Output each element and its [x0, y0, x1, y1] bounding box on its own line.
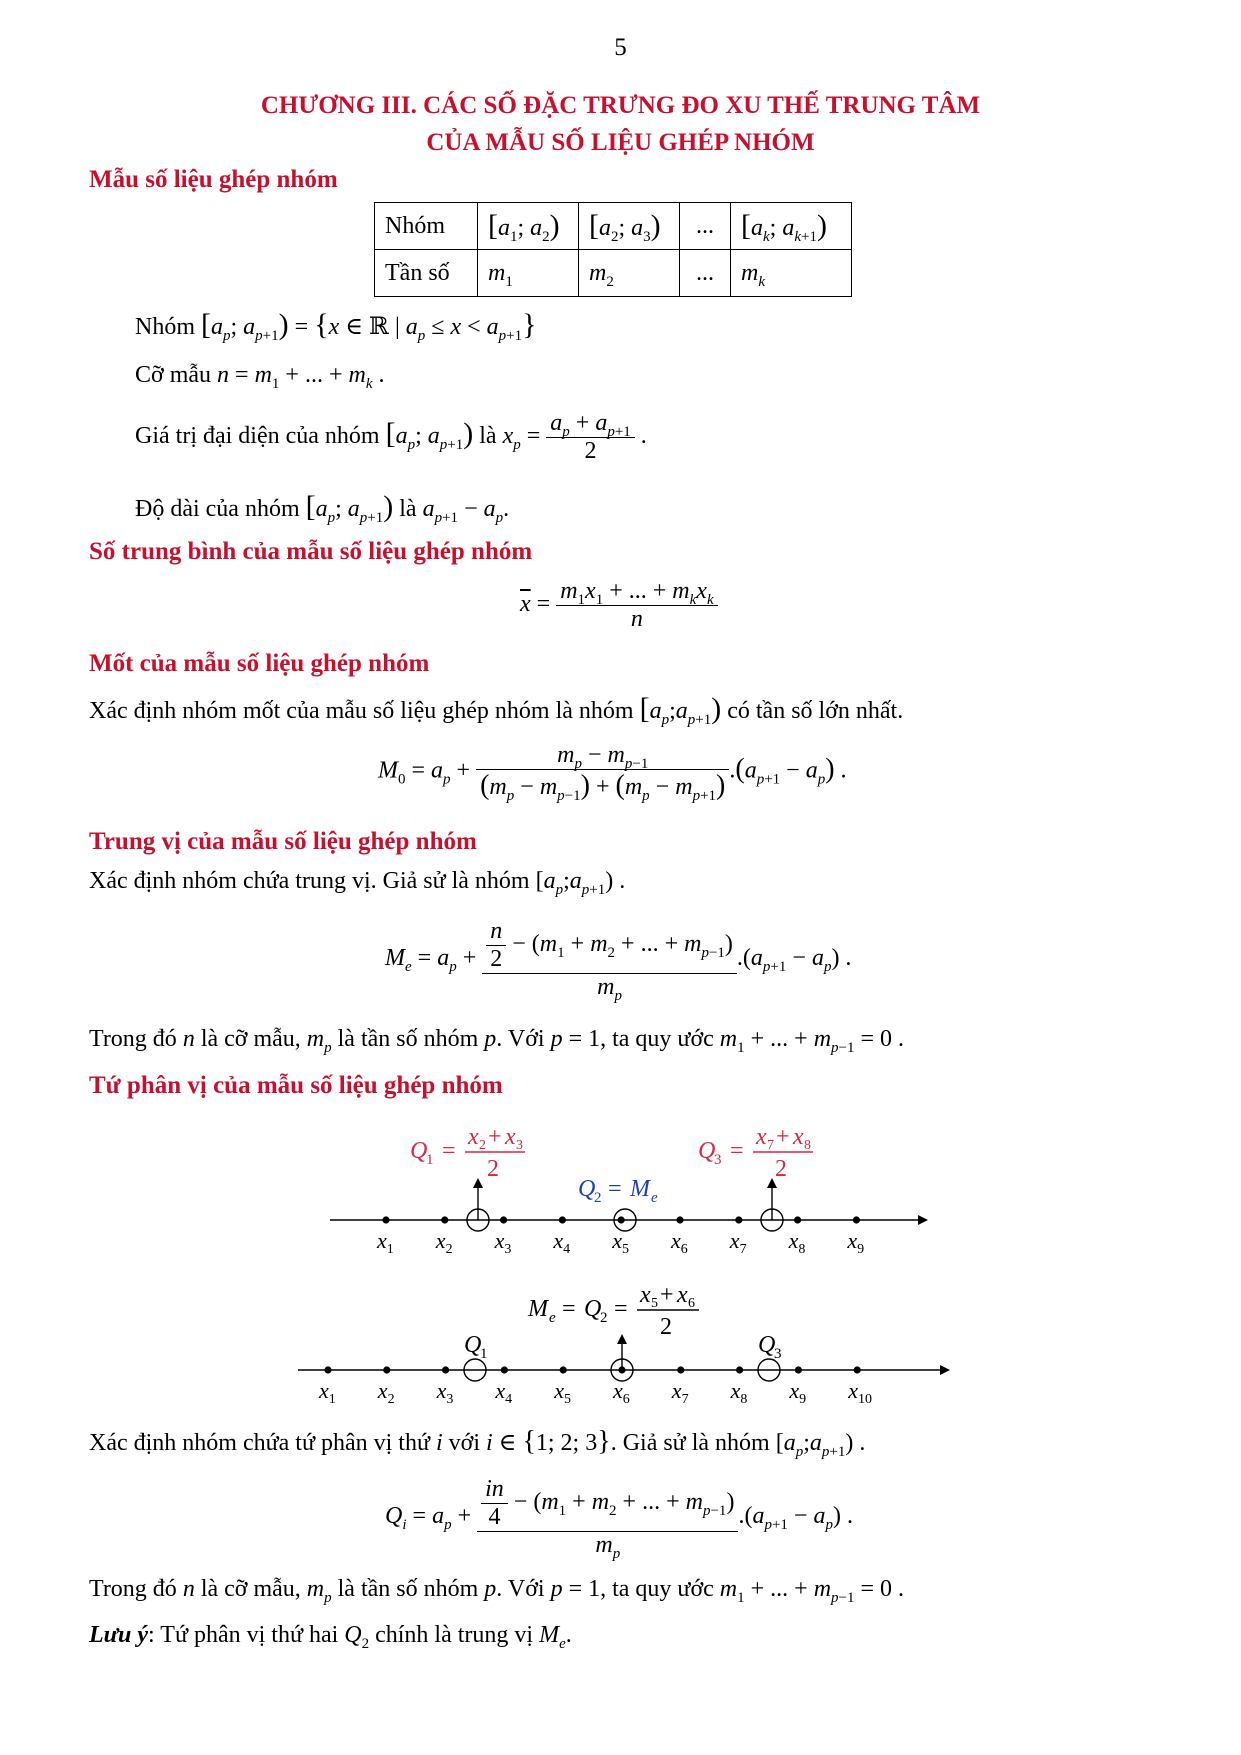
svg-text:2: 2: [660, 1314, 672, 1340]
mean-formula: $\overline{x}$ = $\frac{m_1x_1 + ... + m_kx_k}{n}$: [520, 578, 718, 633]
svg-text:1: 1: [480, 1346, 488, 1362]
chapter-title-line1: CHƯƠNG III. CÁC SỐ ĐẶC TRƯNG ĐO XU THẾ TRUNG TÂM: [260, 92, 981, 119]
svg-text:Q: Q: [584, 1296, 602, 1322]
data-point: [442, 1366, 449, 1373]
section-heading-quartiles: Tứ phân vị của mẫu số liệu ghép nhóm: [89, 1072, 503, 1099]
table-cell: [$a_1$; $a_2$): [478, 203, 579, 250]
table-cell: [$a_2$; $a_3$): [579, 203, 680, 250]
section-heading-mode: Mốt của mẫu số liệu ghép nhóm: [89, 650, 430, 677]
svg-text:Q: Q: [578, 1176, 596, 1202]
svg-text:M: M: [630, 1176, 650, 1202]
svg-text:2: 2: [479, 1138, 486, 1153]
svg-text:6: 6: [688, 1296, 695, 1311]
point-label: $x_2$: [377, 1378, 395, 1407]
data-point: [736, 1366, 743, 1373]
grouped-data-table: [374, 202, 852, 297]
svg-text:=: =: [730, 1138, 744, 1164]
table-cell: $m_1$: [478, 250, 579, 297]
mode-description: Xác định nhóm mốt của mẫu số liệu ghép nhóm là nhóm $[a_p;a_{p+1})$ có tần số lớn nhất.: [89, 692, 904, 728]
data-point: [735, 1216, 742, 1223]
point-label: $x_8$: [788, 1228, 806, 1257]
q2-label: [578, 1176, 658, 1206]
median-note: Trong đó n là cỡ mẫu, $m_p$ là tần số nhóm p. Với p = 1, ta quy ước $m_1$ + ... + $m_{p-1} = 0$ .: [89, 1026, 905, 1056]
svg-text:+: +: [660, 1282, 674, 1308]
data-point: [560, 1366, 567, 1373]
group-length: Độ dài của nhóm [$a_p$; $a_{p+1}$) là $a_{p+1} - a_p$.: [135, 490, 510, 526]
table-row: [375, 250, 852, 297]
svg-text:7: 7: [767, 1138, 774, 1153]
svg-text:Q: Q: [758, 1332, 776, 1358]
q2-median-label: [527, 1282, 699, 1340]
q3-label: [698, 1124, 813, 1182]
svg-text:Q: Q: [410, 1138, 428, 1164]
svg-text:2: 2: [775, 1156, 787, 1182]
point-label: $x_1$: [319, 1378, 336, 1407]
point-label: $x_5$: [554, 1378, 571, 1407]
point-label: $x_9$: [789, 1378, 807, 1407]
sample-size: Cỡ mẫu $n = m_1$ + ... + $m_k$ .: [135, 362, 385, 392]
svg-text:M: M: [528, 1296, 548, 1322]
svg-text:2: 2: [600, 1310, 608, 1326]
svg-text:+: +: [776, 1124, 790, 1150]
svg-text:3: 3: [774, 1346, 782, 1362]
table-cell: $m_2$: [579, 250, 680, 297]
svg-text:e: e: [651, 1190, 658, 1206]
svg-text:x: x: [793, 1124, 804, 1150]
svg-text:5: 5: [651, 1296, 658, 1311]
svg-text:=: =: [562, 1296, 576, 1322]
point-label: $x_3$: [436, 1378, 454, 1407]
quartile-description: Xác định nhóm chứa tứ phân vị thứ i với i ∈ {1; 2; 3}. Giả sử là nhóm $[a_p;a_{p+1})$ .: [89, 1426, 866, 1460]
data-point: [676, 1216, 683, 1223]
svg-text:=: =: [608, 1176, 622, 1202]
svg-text:+: +: [488, 1124, 502, 1150]
q3-marker: [761, 1178, 783, 1231]
svg-text:x: x: [468, 1124, 479, 1150]
svg-text:2: 2: [594, 1190, 602, 1206]
svg-text:x: x: [505, 1124, 516, 1150]
arrow-head-icon: [918, 1215, 928, 1225]
group-definition: Nhóm [$a_p$; $a_{p+1}) = \{x$ ∈ ℝ | $a_p \le x < a_{p+1}$}: [135, 308, 537, 344]
table-cell: $m_k$: [731, 250, 852, 297]
table-cell: ...: [680, 203, 731, 250]
quartile-formula: $Q_i = a_p$ + $\frac{in}{4}$ − ($m_1 + m_2$ + ... + $m_{p-1}$) $m_p$ $.(a_{p+1} - a_p)$ .: [385, 1476, 853, 1562]
data-point: [501, 1366, 508, 1373]
q1-label: [464, 1332, 488, 1362]
svg-text:3: 3: [516, 1138, 523, 1153]
chapter-title-line2: CỦA MẪU SỐ LIỆU GHÉP NHÓM: [426, 129, 815, 156]
table-row: [375, 203, 852, 250]
point-label: $x_3$: [494, 1228, 512, 1257]
data-point: [382, 1216, 389, 1223]
data-point: [677, 1366, 684, 1373]
point-label: $x_6$: [671, 1228, 688, 1257]
svg-text:=: =: [614, 1296, 628, 1322]
point-label: $x_8$: [730, 1378, 748, 1407]
table-cell: Nhóm: [375, 203, 478, 250]
data-point: [618, 1216, 625, 1223]
svg-text:8: 8: [804, 1138, 811, 1153]
data-point: [324, 1366, 331, 1373]
quartile-diagram-even: [290, 1276, 970, 1416]
point-label: $x_{10}$: [848, 1378, 872, 1407]
table-cell: Tần số: [375, 250, 478, 297]
quartile-note: Trong đó n là cỡ mẫu, $m_p$ là tần số nhóm p. Với p = 1, ta quy ước $m_1$ + ... + $m_{p-1} = 0$ .: [89, 1576, 905, 1606]
q2-marker: [611, 1334, 633, 1381]
svg-text:3: 3: [714, 1152, 722, 1168]
svg-text:x: x: [640, 1282, 651, 1308]
mode-formula: $M_0 = a_p$ + $\frac{m_p - m_{p-1}}{(m_p - m_{p-1}) + (m_p - m_{p+1})}$ $.(a_{p+1} - a_p)$ .: [378, 742, 847, 804]
point-label: $x_4$: [495, 1378, 513, 1407]
q1-label: [410, 1124, 525, 1182]
point-label: $x_2$: [435, 1228, 453, 1257]
point-label: $x_9$: [847, 1228, 865, 1257]
quartile-diagram-odd: [320, 1108, 940, 1258]
data-point: [500, 1216, 507, 1223]
section-heading-grouped-data: Mẫu số liệu ghép nhóm: [89, 166, 338, 193]
point-label: $x_1$: [377, 1228, 394, 1257]
data-point: [383, 1366, 390, 1373]
svg-text:Q: Q: [464, 1332, 482, 1358]
arrow-head-icon: [940, 1365, 950, 1375]
representative-value: Giá trị đại diện của nhóm [$a_p$; $a_{p+1}$) là $x_p$ = $\frac{a_p + a_{p+1}}{2}$ .: [135, 410, 647, 464]
data-point: [853, 1216, 860, 1223]
note-line: Lưu ý: Tứ phân vị thứ hai $Q_2$ chính là trung vị $M_e$.: [89, 1622, 572, 1652]
data-point: [795, 1366, 802, 1373]
table-cell: ...: [680, 250, 731, 297]
page-number: 5: [614, 34, 627, 61]
svg-text:1: 1: [426, 1152, 434, 1168]
q3-label: [758, 1332, 782, 1362]
svg-text:x: x: [756, 1124, 767, 1150]
data-point: [794, 1216, 801, 1223]
data-point: [441, 1216, 448, 1223]
section-heading-median: Trung vị của mẫu số liệu ghép nhóm: [89, 828, 477, 855]
q1-marker: [467, 1178, 489, 1231]
data-point: [854, 1366, 861, 1373]
svg-text:2: 2: [487, 1156, 499, 1182]
data-point: [559, 1216, 566, 1223]
table-cell: [$a_k$; $a_{k+1}$): [731, 203, 852, 250]
svg-text:=: =: [442, 1138, 456, 1164]
point-label: $x_5$: [612, 1228, 629, 1257]
section-heading-mean: Số trung bình của mẫu số liệu ghép nhóm: [89, 538, 533, 565]
svg-text:x: x: [677, 1282, 688, 1308]
point-label: $x_4$: [553, 1228, 571, 1257]
point-label: $x_7$: [729, 1228, 747, 1257]
point-label: $x_7$: [671, 1378, 689, 1407]
svg-text:Q: Q: [698, 1138, 716, 1164]
svg-text:e: e: [549, 1310, 556, 1326]
median-description: Xác định nhóm chứa trung vị. Giả sử là nhóm $[a_p;a_{p+1})$ .: [89, 868, 626, 898]
point-label: $x_6$: [613, 1378, 630, 1407]
median-formula: $M_e = a_p$ + $\frac{n}{2}$ − ($m_1 + m_2$ + ... + $m_{p-1}$) $m_p$ $.(a_{p+1} - a_p)$ .: [385, 918, 852, 1004]
